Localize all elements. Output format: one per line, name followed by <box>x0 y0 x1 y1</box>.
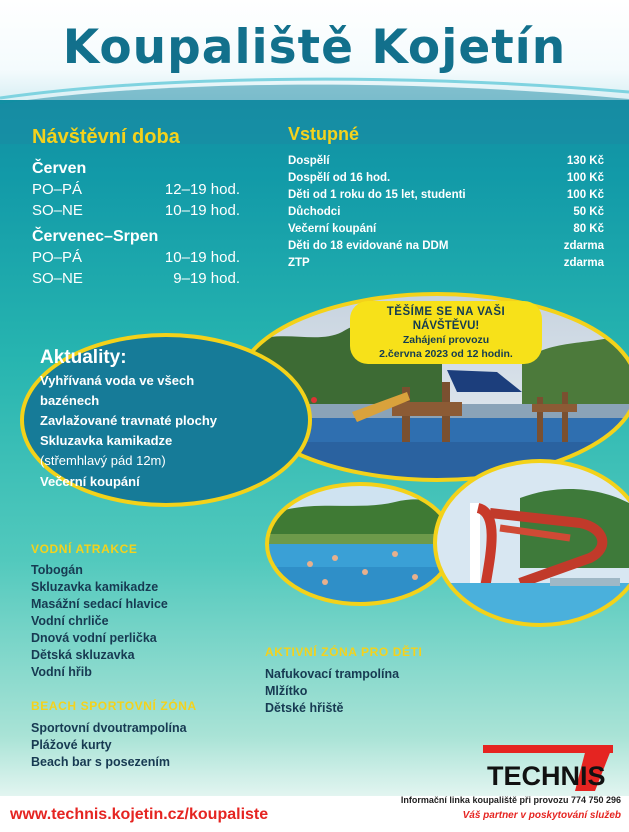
hours-days: SO–NE <box>32 202 83 219</box>
hours-time: 10–19 hod. <box>164 202 240 219</box>
slides-photo <box>430 458 629 628</box>
hours-row <box>32 270 244 290</box>
page-title: Koupaliště Kojetín <box>62 20 567 75</box>
hours-title: Návštěvní doba <box>32 126 180 148</box>
water-title: VODNÍ ATRAKCE <box>31 542 138 556</box>
hours-time: 10–19 hod. <box>164 249 240 266</box>
beach-item: Beach bar s posezením <box>31 755 170 769</box>
kids-item: Mlžítko <box>265 684 308 698</box>
fee-row <box>288 155 604 171</box>
hours-time: 12–19 hod. <box>164 181 240 198</box>
beach-item: Sportovní dvoutrampolína <box>31 721 187 735</box>
partner-tagline: Váš partner v poskytování služeb <box>462 810 621 821</box>
fee-price: zdarma <box>563 257 604 269</box>
fee-row <box>288 257 604 273</box>
hours-days: PO–PÁ <box>32 249 83 266</box>
fee-name: Děti od 1 roku do 15 let, studenti <box>288 189 466 201</box>
kids-item: Dětské hřiště <box>265 701 344 715</box>
hours-month-summer: Červenec–Srpen <box>32 228 159 245</box>
news-item: Zavlažované travnaté plochy <box>40 413 218 428</box>
logo-text: TECHNIS <box>487 761 606 791</box>
fee-price: 100 Kč <box>566 172 604 184</box>
fee-price: 130 Kč <box>566 155 604 167</box>
news-item: Večerní koupání <box>40 474 140 489</box>
fee-row <box>288 189 604 205</box>
fee-price: 100 Kč <box>566 189 604 201</box>
welcome-line: TĚŠÍME SE NA VAŠI <box>386 306 506 318</box>
hours-days: PO–PÁ <box>32 181 83 198</box>
fee-row <box>288 172 604 188</box>
hours-time: 9–19 hod. <box>173 270 240 287</box>
fee-price: 50 Kč <box>573 206 604 218</box>
water-item: Dnová vodní perlička <box>31 631 157 645</box>
fee-row <box>288 240 604 256</box>
news-item: bazénech <box>40 393 100 408</box>
hours-row <box>32 249 244 269</box>
fee-name: ZTP <box>288 257 310 269</box>
water-item: Vodní hřib <box>31 665 92 679</box>
news-title: Aktuality: <box>40 347 127 368</box>
fee-name: Dospělí od 16 hod. <box>288 172 391 184</box>
kids-title: AKTIVNÍ ZÓNA PRO DĚTI <box>265 645 423 659</box>
water-item: Dětská skluzavka <box>31 648 135 662</box>
welcome-box <box>350 301 542 364</box>
info-line: Informační linka koupaliště při provozu 774 750 296 <box>400 795 621 805</box>
beach-title: BEACH SPORTOVNÍ ZÓNA <box>31 699 197 713</box>
pool-photo <box>265 482 455 607</box>
hours-days: SO–NE <box>32 270 83 287</box>
fee-row <box>288 206 604 222</box>
technis-logo <box>483 745 613 791</box>
hours-month-june: Červen <box>32 160 87 177</box>
beach-item: Plážové kurty <box>31 738 112 752</box>
welcome-line: 2.června 2023 od 12 hodin. <box>379 348 513 360</box>
fee-name: Večerní koupání <box>288 223 377 235</box>
water-item: Skluzavka kamikadze <box>31 580 159 594</box>
water-item: Masážní sedací hlavice <box>31 597 168 611</box>
hours-row <box>32 181 244 201</box>
fees-title: Vstupné <box>288 124 360 144</box>
fee-name: Dospělí <box>288 155 330 167</box>
fee-name: Děti do 18 evidované na DDM <box>288 240 449 252</box>
news-item: Vyhřívaná voda ve všech <box>40 373 195 388</box>
fee-price: 80 Kč <box>573 223 604 235</box>
news-item: (střemhlavý pád 12m) <box>40 453 166 468</box>
water-item: Tobogán <box>31 563 83 577</box>
kids-item: Nafukovací trampolína <box>265 667 400 681</box>
website-link[interactable]: www.technis.kojetin.cz/koupaliste <box>10 806 269 823</box>
fee-price: zdarma <box>563 240 604 252</box>
welcome-line: NÁVŠTĚVU! <box>412 320 480 332</box>
news-item: Skluzavka kamikadze <box>40 433 173 448</box>
hours-row <box>32 202 244 222</box>
fee-name: Důchodci <box>288 206 341 218</box>
water-item: Vodní chrliče <box>31 614 109 628</box>
fee-row <box>288 223 604 239</box>
welcome-line: Zahájení provozu <box>402 334 490 346</box>
